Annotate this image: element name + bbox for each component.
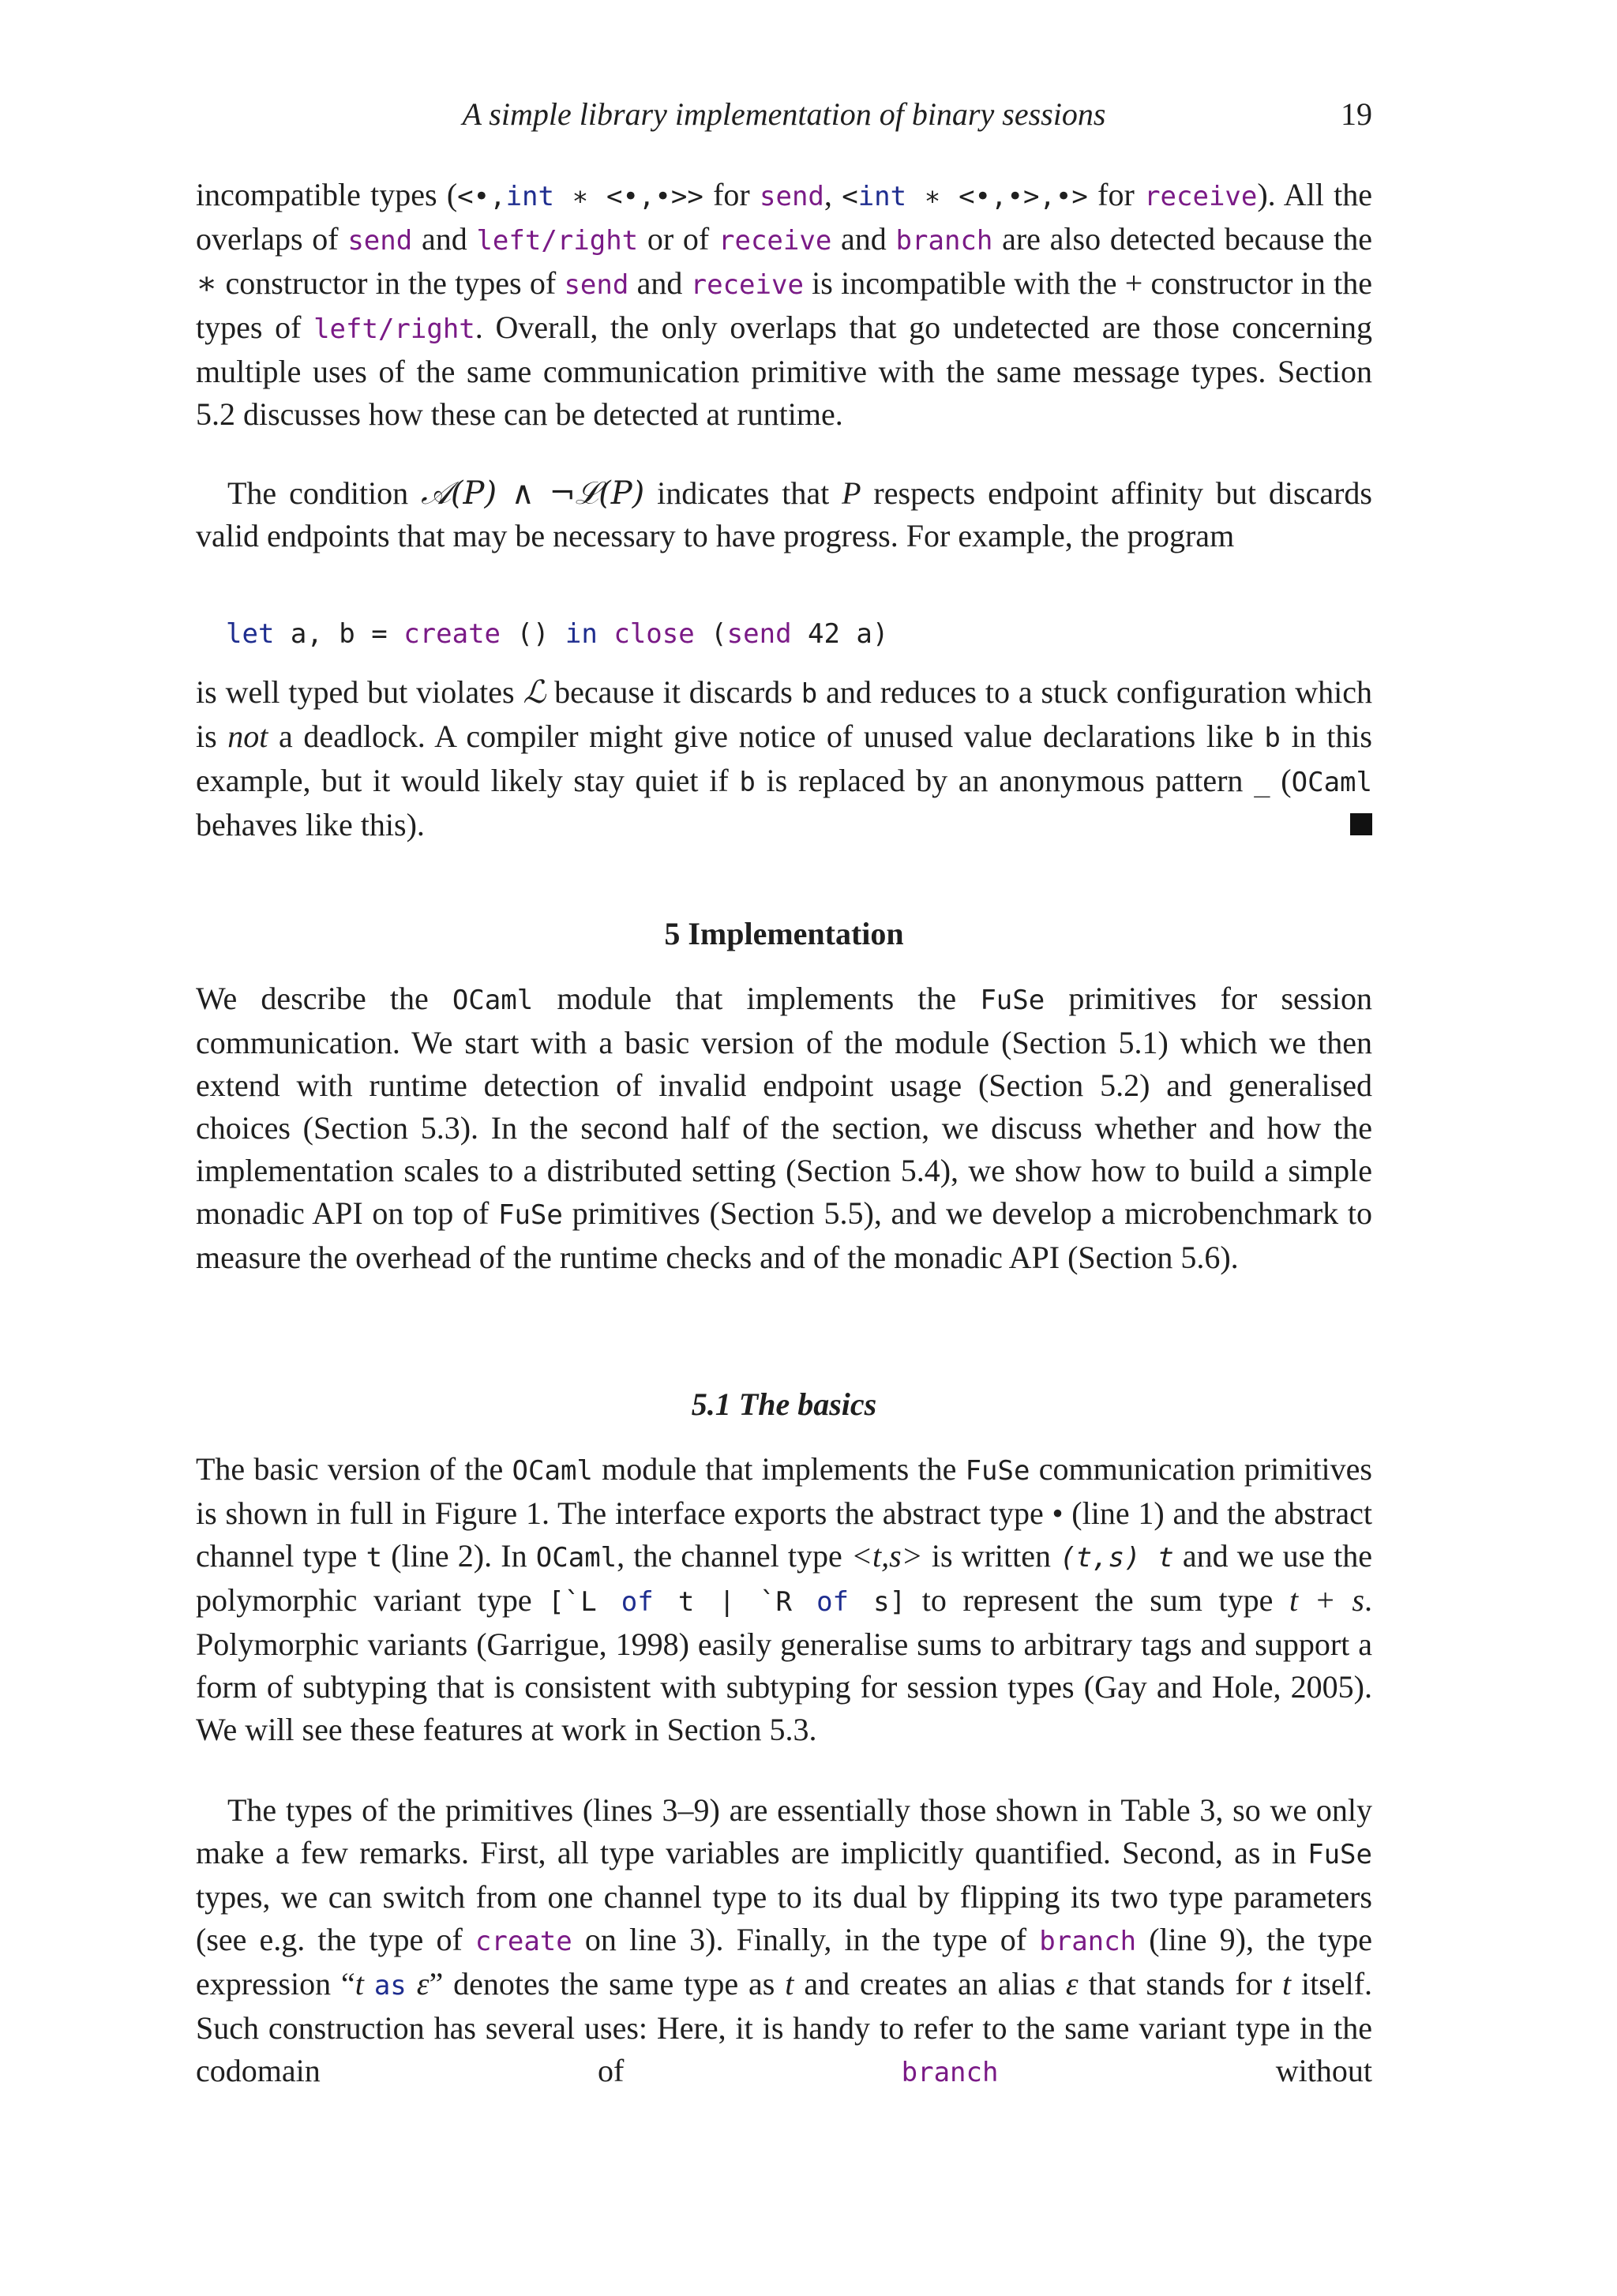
running-header <box>196 93 1372 136</box>
code-receive: receive <box>1144 181 1258 212</box>
math-condition: 𝒜(P) ∧ ¬ℒ(P) <box>421 475 645 512</box>
end-of-proof-icon <box>1350 813 1372 835</box>
paragraph-overlaps: incompatible types (<•,int ∗ <•,•>> for send, <int ∗ <•,•>,•> for receive). All the overlaps of send and left/right or of receive and branch are also detected because the ∗ constructor in the types of send and receive is incompatible with the + constructor in the types of left/right. Overall, the only overlaps that go undetected are those concerning multiple uses of the same communication primitive with the same message types. Section 5.2 discusses how these can be detected at runtime. <box>196 177 1373 432</box>
subsection-heading: 5.1 The basics <box>691 1386 877 1422</box>
section-heading: 5 Implementation <box>664 916 904 951</box>
code-branch: branch <box>895 225 993 257</box>
page-number: 19 <box>1341 96 1372 132</box>
paragraph-well-typed: is well typed but violates ℒ because it discards b and reduces to a stuck configuration which is not a deadlock. A compiler might give notice of unused value declarations like b in this example, but it would likely stay quiet if b is replaced by an anonymous pattern _ (OCaml behaves like this). <box>196 674 1372 842</box>
paragraph-condition: The condition 𝒜(P) ∧ ¬ℒ(P) indicates that P respects endpoint affinity but discards valid endpoints that may be necessary to have progress. For example, the program <box>196 475 1372 553</box>
paragraph-primitive-types: The types of the primitives (lines 3–9) are essentially those shown in Table 3, so we only make a few remarks. First, all type variables are implicitly quantified. Second, as in FuSe types, we can switch from one channel type to its dual by flipping its two type parameters (see e.g. the type of create on line 3). Finally, in the type of branch (line 9), the type expression “t as ε” denotes the same type as t and creates an alias ε that stands for t itself. Such construction has several uses: Here, it is handy to refer to the same variant type in the codomain of branch without <box>196 1792 1373 2088</box>
code-example: let a, b = create () in close (send 42 a) <box>226 618 889 650</box>
running-title: A simple library implementation of binary sessions <box>462 96 1106 132</box>
paragraph-basics: The basic version of the OCaml module that implements the FuSe communication primitives is shown in full in Figure 1. The interface exports the abstract type • (line 1) and the abstract channel type t (line 2). In OCaml, the channel type <t,s> is written (t,s) t and we use the polymorphic variant type [`L of t | `R of s] to represent the sum type t + s. Polymorphic variants (Garrigue, 1998) easily generalise sums to arbitrary tags and support a form of subtyping that is consistent with subtyping for session types (Gay and Hole, 2005). We will see these features at work in Section 5.3. <box>196 1451 1372 1747</box>
code-send: send <box>760 181 824 212</box>
paragraph-implementation: We describe the OCaml module that implements the FuSe primitives for session communication. We start with a basic version of the module (Section 5.1) which we then extend with runtime detection of invalid endpoint usage (Section 5.2) and generalised choices (Section 5.3). In the second half of the section, we discuss whether and how the implementation scales to a distributed setting (Section 5.4), we show how to build a simple monadic API on top of FuSe primitives (Section 5.5), and we develop a microbenchmark to measure the overhead of the runtime checks and of the monadic API (Section 5.6). <box>196 981 1373 1275</box>
